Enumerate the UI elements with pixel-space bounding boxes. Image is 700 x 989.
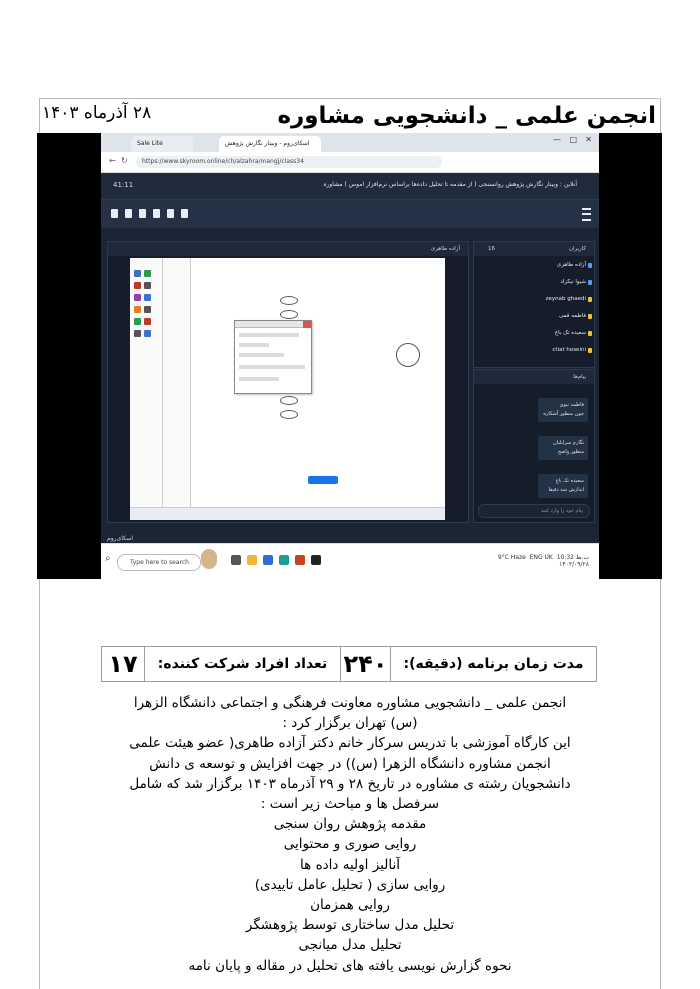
page-date: ۲۸ آذرماه ۱۴۰۳ [42,103,152,123]
stop-sharing-button[interactable] [308,476,338,484]
search-icon[interactable]: ⌕ [105,553,111,564]
url-field[interactable]: https://www.skyroom.online/ch/alzahra/mangj/class34 [136,156,442,168]
duration-label: مدت زمان برنامه (دقیقه): [403,656,584,672]
office-icon[interactable] [295,555,305,565]
session-title: آنلاین : وبینار نگارش پژوهش روانسنجی ( از مقدمه تا تحلیل داده‌ها براساس نرم‌افزار اموس ) مشاوره [323,181,577,188]
indicator-node [280,310,298,319]
webinar-screenshot [37,133,662,579]
edge-icon[interactable] [279,555,289,565]
reload-icon[interactable]: ↻ [121,156,128,165]
camera-icon[interactable] [139,209,146,218]
topic-item: مقدمه پژوهش روان سنجی [273,816,427,833]
task-view-icon[interactable] [231,555,241,565]
file-icon[interactable] [167,209,174,218]
presenter-panel [107,241,469,523]
amos-toolbox [130,258,191,520]
weather: 9°C Haze [497,554,526,561]
dialog-close-icon[interactable] [303,321,311,328]
user-item[interactable]: سعیده تک باغ [555,330,586,336]
body-line: انجمن علمی _ دانشجویی مشاوره معاونت فرهنگی و اجتماعی دانشگاه الزهرا [133,695,567,711]
close-icon[interactable]: ✕ [585,135,592,144]
topic-item: آنالیز اولیه داده ها [300,856,400,873]
minimize-icon[interactable]: — [553,135,561,144]
tool-icon [134,294,141,301]
topic-item: تحلیل مدل ساختاری توسط پژوهشگر [245,917,455,934]
file-explorer-icon[interactable] [247,555,257,565]
duration-label-cell [390,647,596,681]
browser-tab-active[interactable]: اسکای‌روم - وبینار نگارش پژوهش [219,136,321,152]
clock-time: 10:32 ب.ظ [556,554,589,561]
chat-panel [473,369,595,523]
body-line: دانشجویان رشته ی مشاوره در تاریخ ۲۸ و ۲۹ آذرماه ۱۴۰۳ برگزار شد که شامل [129,775,571,792]
tool-icon [134,318,141,325]
skyroom-header [101,173,599,200]
clock-date: ۱۴۰۳/۰۹/۲۸ [559,561,589,568]
skyroom-brand: اسکای‌روم [107,535,134,542]
participants-label: تعداد افراد شرکت کننده: [157,656,328,672]
tool-icon [144,306,151,313]
body-line: (س) تهران برگزار کرد : [282,715,418,732]
tool-icon [144,294,151,301]
program-info-table [101,646,597,682]
taskbar-search[interactable]: Type here to search [117,554,201,571]
properties-dialog [234,320,312,394]
chat-panel-title: پیام‌ها [474,370,594,384]
indicator-node [280,296,298,305]
app-icon[interactable] [311,555,321,565]
user-item[interactable]: فاطمه قمی [559,313,586,319]
skyroom-toolbar [101,200,599,228]
participants-label-cell [144,647,340,681]
duration-value: ۲۴۰ [343,650,388,678]
user-item[interactable]: ctiat hoseini [552,347,586,353]
tool-icon [144,330,151,337]
users-panel [473,241,595,368]
maximize-icon[interactable]: □ [569,135,577,144]
user-item[interactable]: شیوا نیکزاد [560,279,586,285]
menu-icon[interactable] [582,208,591,221]
tool-icon [134,306,141,313]
address-bar [101,152,599,173]
avatar [201,549,217,569]
tool-icon [134,282,141,289]
page-title: انجمن علمی _ دانشجویی مشاوره [277,103,656,129]
chat-input[interactable]: پیام خود را وارد کنید [478,504,590,518]
presenter-name: آزاده طاهری [108,242,468,256]
system-tray [498,554,589,568]
chat-message: فاطمه نیوی چون منظور آشکاره [538,398,588,422]
topic-item: روایی صوری و محتوایی [283,836,417,853]
hand-icon[interactable] [181,209,188,218]
indicator-node [280,396,298,405]
body-line: این کارگاه آموزشی با تدریس سرکار خانم دکتر آزاده طاهری( عضو هیئت علمی [129,735,571,752]
topic-item: روایی همزمان [310,897,390,914]
users-count: 16 [488,246,495,252]
tool-icon [144,318,151,325]
skyroom-app [101,173,599,544]
latent-variable [396,343,420,367]
browser-tab[interactable]: Sale Lite [131,136,193,152]
tool-icon [134,330,141,337]
body-line: سرفصل ها و مباحث زیر است : [260,796,440,813]
shared-taskbar [130,507,445,520]
users-panel-title: کاربران 16 [474,242,594,256]
body-line: انجمن مشاوره دانشگاه الزهرا (س)) در جهت افزایش و توسعه ی دانش [149,755,551,772]
windows-taskbar [101,543,599,579]
chat-message: نگارم سرایلیان منظور واضح [538,436,588,460]
browser-window [101,133,599,579]
speaker-icon[interactable] [125,209,132,218]
user-item[interactable]: آزاده طاهری [557,262,586,268]
indicator-node [280,410,298,419]
language: ENG UK [529,554,553,561]
tool-icon [144,270,151,277]
tool-icon [134,270,141,277]
topic-item: روایی سازی ( تحلیل عامل تاییدی) [254,876,446,893]
browser-tabbar [101,133,599,152]
topic-item: تحلیل مدل میانجی [298,937,402,954]
report-body [70,693,630,976]
tool-icon [144,282,151,289]
session-timer: 41:11 [113,181,134,189]
participants-count: ۱۷ [108,650,138,678]
screen-share-icon[interactable] [153,209,160,218]
back-icon[interactable]: ← [109,156,116,165]
topic-item: نحوه گزارش نویسی یافته های تحلیل در مقاله و پایان نامه [188,957,512,974]
duration-value-cell [340,647,390,681]
user-item[interactable]: zeynab ghaedi [546,296,586,302]
participants-count-cell [102,647,144,681]
header-rule [39,98,659,99]
shared-screen [130,258,445,520]
chat-message: سعیده تک باغ اندازش شد دقیقا [538,474,588,498]
mail-icon[interactable] [263,555,273,565]
mic-icon[interactable] [111,209,118,218]
amos-list-pane [162,258,191,520]
